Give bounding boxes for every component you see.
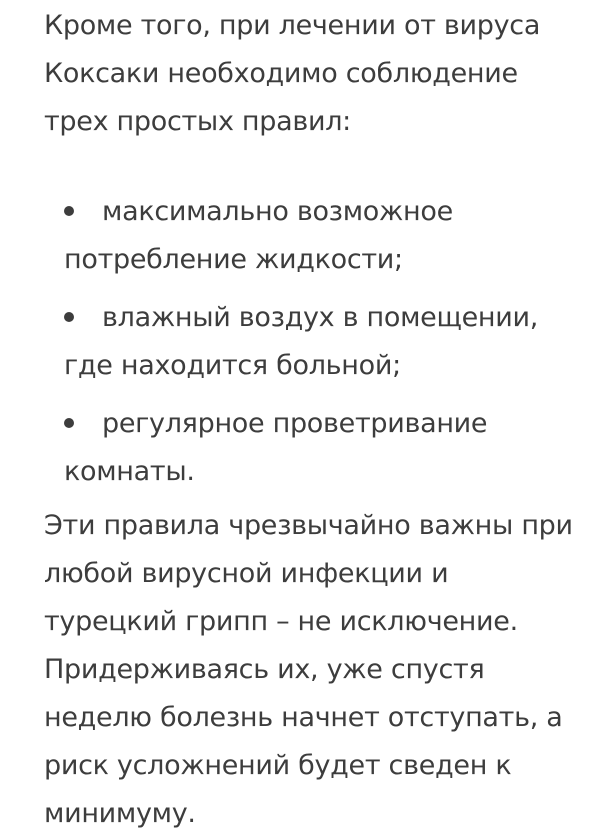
- outro-paragraph: Эти правила чрезвычайно важны при любой вирусной инфекции и турецкий грипп – не исключение. Придерживаясь их, уже спустя неделю болезнь начнет отступать, а риск усложнений будет сведен к минимуму.: [44, 510, 573, 829]
- list-item: [64, 188, 584, 284]
- intro-paragraph: Кроме того, при лечении от вируса Коксаки необходимо соблюдение трех простых правил:: [44, 10, 541, 137]
- list-item: [64, 400, 584, 496]
- bullet-icon: [64, 312, 74, 322]
- bullet-icon: [64, 206, 74, 216]
- rules-list: [64, 188, 584, 506]
- list-item-text: влажный воздух в помещении, где находится больной;: [64, 302, 539, 381]
- list-item-text: максимально возможное потребление жидкости;: [64, 196, 453, 275]
- list-item: [64, 294, 584, 390]
- list-item-text: регулярное проветривание комнаты.: [64, 408, 488, 487]
- bullet-icon: [64, 418, 74, 428]
